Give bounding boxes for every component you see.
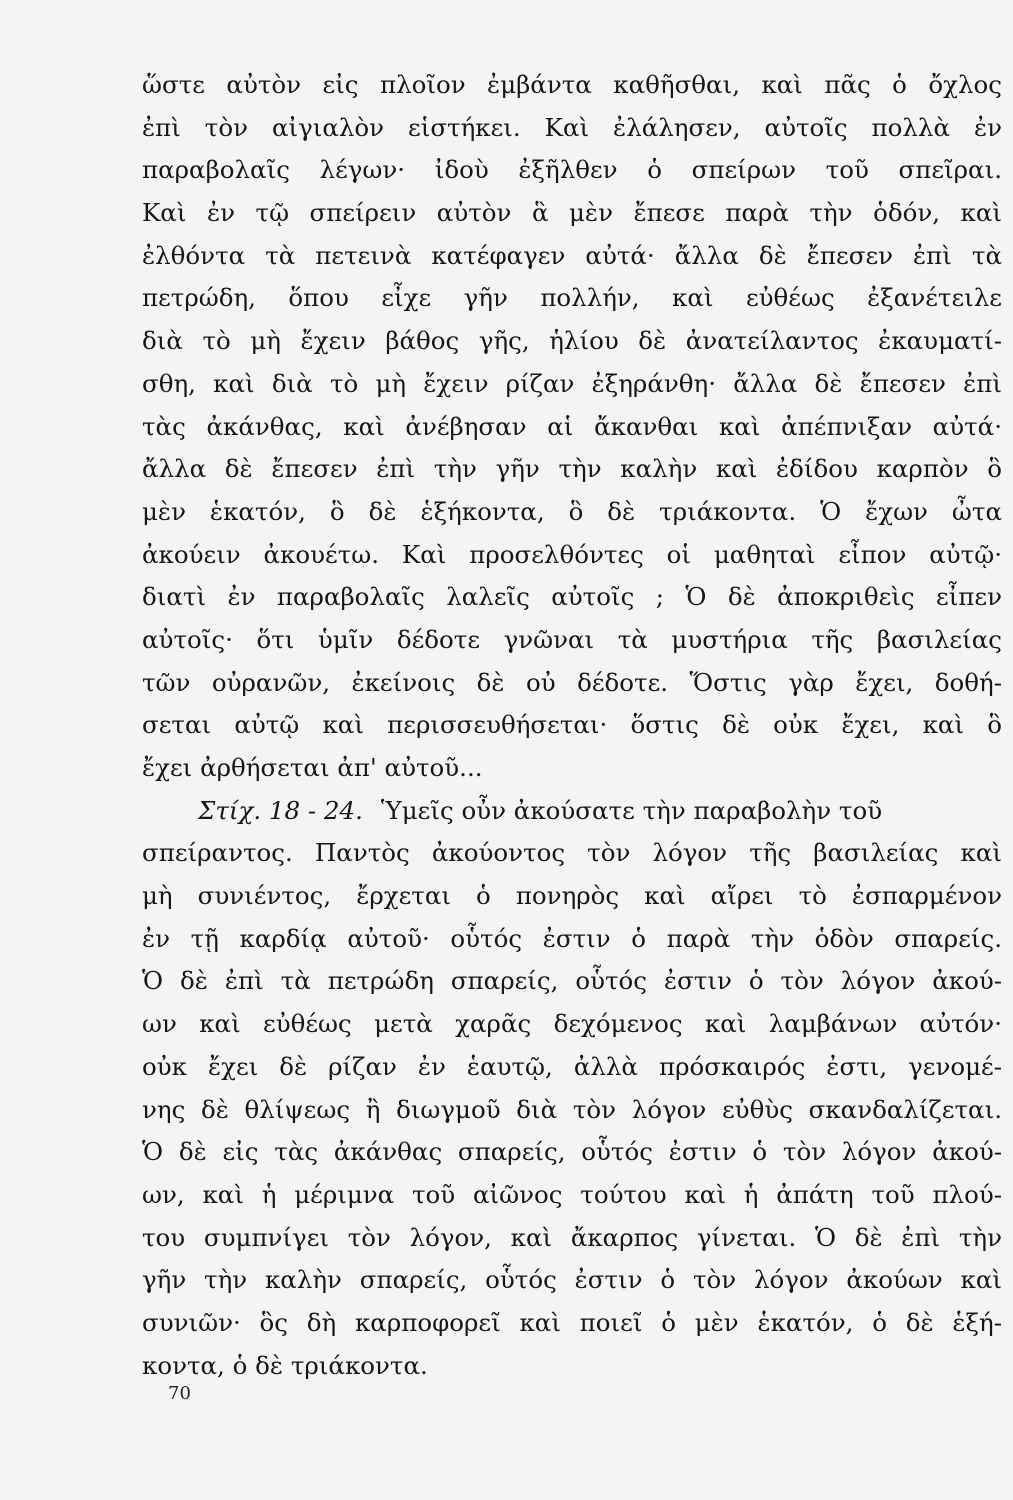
- text-line: [142, 277, 1002, 320]
- text-line: [142, 1046, 1002, 1089]
- text-line-content: οὐκ ἔχει δὲ ρίζαν ἐν ἑαυτῷ, ἀλλὰ πρόσκαιρός ἐστι, γενομέ-: [142, 1051, 1002, 1081]
- text-line-content: μὴ συνιέντος, ἔρχεται ὁ πονηρὸς καὶ αἴρει τὸ ἐσπαρμένον: [142, 881, 1002, 911]
- text-line-content: Καὶ ἐν τῷ σπείρειν αὐτὸν ἃ μὲν ἔπεσε παρὰ τὴν ὁδόν, καὶ: [142, 198, 1002, 228]
- text-line-content: νης δὲ θλίψεως ἢ διωγμοῦ διὰ τὸν λόγον εὐθὺς σκανδαλίζεται.: [142, 1094, 1002, 1124]
- text-line-content: του συμπνίγει τὸν λόγον, καὶ ἄκαρπος γίνεται. Ὁ δὲ ἐπὶ τὴν: [142, 1222, 1002, 1252]
- text-line: [142, 534, 1002, 577]
- text-line-content: ἐπὶ τὸν αἰγιαλὸν εἱστήκει. Καὶ ἐλάλησεν, αὐτοῖς πολλὰ ἐν: [142, 112, 1002, 142]
- text-line: [142, 704, 1002, 747]
- text-line-content: ων, καὶ ἡ μέριμνα τοῦ αἰῶνος τούτου καὶ ἡ ἀπάτη τοῦ πλού-: [142, 1179, 1002, 1209]
- text-line-content: σπείραντος. Παντὸς ἀκούοντος τὸν λόγον τῆς βασιλείας καὶ: [142, 838, 1002, 868]
- text-line-content: μὲν ἑκατόν, ὃ δὲ ἑξήκοντα, ὃ δὲ τριάκοντα. Ὁ ἔχων ὦτα: [142, 496, 1002, 526]
- text-line: [142, 1003, 1002, 1046]
- text-line-content: τὰς ἀκάνθας, καὶ ἀνέβησαν αἱ ἄκανθαι καὶ ἀπέπνιξαν αὐτά·: [142, 411, 1002, 441]
- text-line: [142, 1131, 1002, 1174]
- text-line-content: ἐν τῇ καρδίᾳ αὐτοῦ· οὗτός ἐστιν ὁ παρὰ τὴν ὁδὸν σπαρείς.: [142, 923, 1002, 953]
- text-line-content: σθη, καὶ διὰ τὸ μὴ ἔχειν ρίζαν ἐξηράνθη· ἄλλα δὲ ἔπεσεν ἐπὶ: [142, 368, 1002, 398]
- text-line: [142, 832, 1002, 875]
- text-line: [142, 448, 1002, 491]
- text-line-content: τῶν οὐρανῶν, ἐκείνοις δὲ οὐ δέδοτε. Ὅστις γὰρ ἔχει, δοθή-: [142, 667, 1002, 697]
- text-line-content: διὰ τὸ μὴ ἔχειν βάθος γῆς, ἡλίου δὲ ἀνατείλαντος ἐκαυματί-: [142, 326, 1002, 356]
- text-line-content: ἔχει ἀρθήσεται ἀπ' αὐτοῦ...: [142, 753, 483, 782]
- text-line: [142, 1174, 1002, 1217]
- text-line: [142, 192, 1002, 235]
- text-line: [142, 107, 1002, 150]
- text-line: [142, 1302, 1002, 1345]
- text-line: [142, 64, 1002, 107]
- verse-reference: Στίχ. 18 - 24.: [198, 795, 363, 825]
- text-line-content: Ὑμεῖς οὖν ἀκούσατε τὴν παραβολὴν τοῦ: [380, 795, 883, 825]
- text-line: [142, 875, 1002, 918]
- text-line-content: σεται αὐτῷ καὶ περισσευθήσεται· ὅστις δὲ οὐκ ἔχει, καὶ ὃ: [142, 710, 1002, 740]
- text-line: [142, 406, 1002, 449]
- text-line: [142, 1259, 1002, 1302]
- text-line: [142, 1217, 1002, 1260]
- text-line: [142, 1089, 1002, 1132]
- text-line-content: Ὁ δὲ ἐπὶ τὰ πετρώδη σπαρείς, οὗτός ἐστιν ὁ τὸν λόγον ἀκού-: [142, 966, 1002, 996]
- text-line: [142, 619, 1002, 662]
- text-line: [142, 576, 1002, 619]
- text-line-content: ὥστε αὐτὸν εἰς πλοῖον ἐμβάντα καθῆσθαι, καὶ πᾶς ὁ ὄχλος: [142, 70, 1002, 99]
- text-line-content: συνιῶν· ὃς δὴ καρποφορεῖ καὶ ποιεῖ ὁ μὲν ἑκατόν, ὁ δὲ ἑξή-: [142, 1307, 1002, 1337]
- text-line: [142, 960, 1002, 1003]
- body-text: [142, 64, 1002, 1387]
- text-line: [142, 320, 1002, 363]
- text-line: [142, 491, 1002, 534]
- text-line-content: ἐλθόντα τὰ πετεινὰ κατέφαγεν αὐτά· ἄλλα δὲ ἔπεσεν ἐπὶ τὰ: [142, 240, 1002, 270]
- text-line-content: Ὁ δὲ εἰς τὰς ἀκάνθας σπαρείς, οὗτός ἐστιν ὁ τὸν λόγον ἀκού-: [142, 1137, 1002, 1167]
- text-line-content: ἀκούειν ἀκουέτω. Καὶ προσελθόντες οἱ μαθηταὶ εἶπον αὐτῷ·: [142, 539, 1002, 569]
- text-line: [142, 747, 1002, 790]
- text-line-content: ἄλλα δὲ ἔπεσεν ἐπὶ τὴν γῆν τὴν καλὴν καὶ ἐδίδου καρπὸν ὃ: [142, 454, 1002, 484]
- text-line-content: κοντα, ὁ δὲ τριάκοντα.: [142, 1350, 428, 1380]
- text-line: [142, 1345, 1002, 1388]
- text-line: [142, 235, 1002, 278]
- text-line-content: αὐτοῖς· ὅτι ὑμῖν δέδοτε γνῶναι τὰ μυστήρια τῆς βασιλείας: [142, 624, 1002, 654]
- text-line-content: διατὶ ἐν παραβολαῖς λαλεῖς αὐτοῖς ; Ὁ δὲ ἀποκριθεὶς εἶπεν: [142, 582, 1002, 612]
- text-line-content: γῆν τὴν καλὴν σπαρείς, οὗτός ἐστιν ὁ τὸν λόγον ἀκούων καὶ: [142, 1265, 1002, 1295]
- text-line-content: παραβολαῖς λέγων· ἰδοὺ ἐξῆλθεν ὁ σπείρων τοῦ σπεῖραι.: [142, 155, 1002, 185]
- text-line-content: πετρώδη, ὅπου εἶχε γῆν πολλήν, καὶ εὐθέως ἐξανέτειλε: [142, 283, 1002, 313]
- text-line: [142, 662, 1002, 705]
- text-line: [142, 918, 1002, 961]
- verse-heading-line: [142, 790, 1002, 833]
- page-number: 70: [168, 1383, 191, 1404]
- text-line-content: ων καὶ εὐθέως μετὰ χαρᾶς δεχόμενος καὶ λαμβάνων αὐτόν·: [142, 1009, 1002, 1039]
- text-line: [142, 149, 1002, 192]
- text-line: [142, 363, 1002, 406]
